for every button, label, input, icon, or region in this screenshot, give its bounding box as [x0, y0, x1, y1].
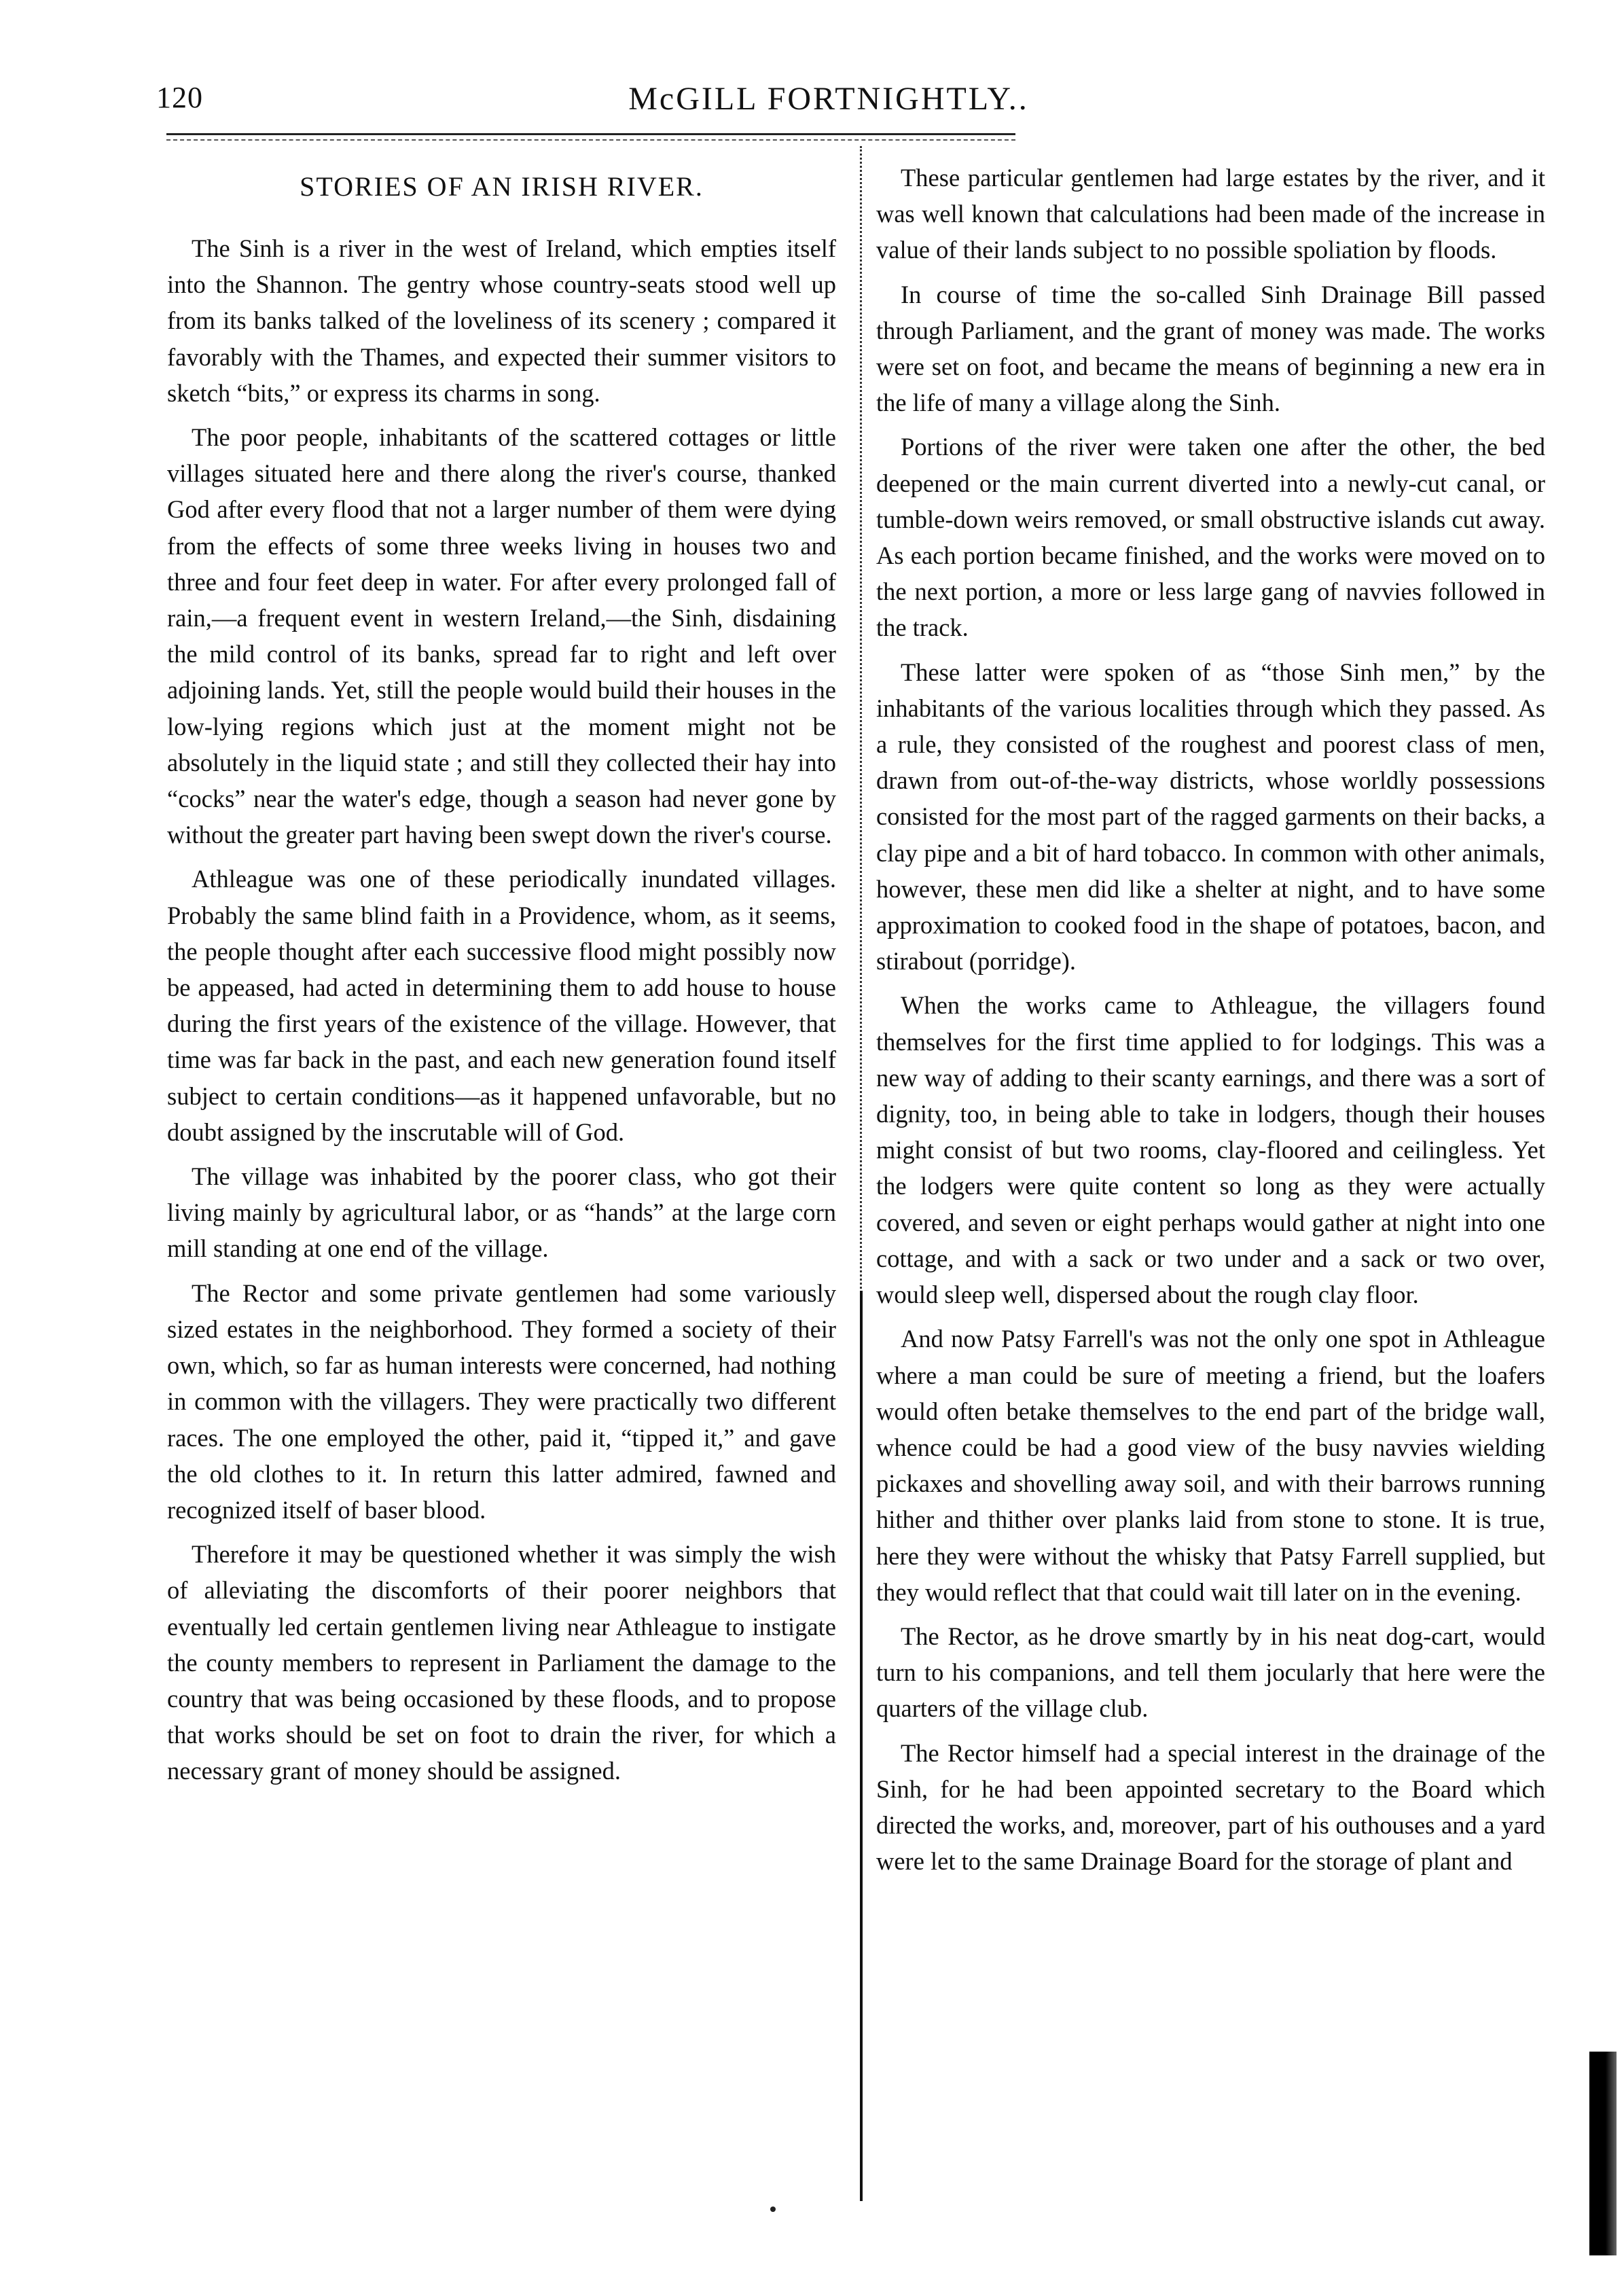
- header-rule: [166, 133, 1015, 141]
- binding-edge-mark: [1589, 2052, 1617, 2255]
- page-header: [156, 80, 1501, 121]
- paragraph: The Sinh is a river in the west of Ireland, which empties itself into the Shannon. The gentry whose country-seats stood well up from its banks talked of the loveliness of its scenery ; compared it favorably with the Thames, and expected their summer visitors to sketch “bits,” or express its charms in song.: [167, 234, 836, 407]
- paragraph: When the works came to Athleague, the villagers found themselves for the first time applied to for lodgings. This was a new way of adding to their scanty earnings, and there was a sort of dignity, too, in being able to take in lodgers, though their houses might consist of but two rooms, clay-floored and ceilingless. Yet the lodgers were quite content so long as they were actually covered, and seven or eight perhaps would gather at night into one cottage, and with a sack or two under and a sack or two over, would sleep well, dispersed about the rough clay floor.: [876, 991, 1545, 1309]
- paragraph: Athleague was one of these periodically inundated villages. Probably the same blind faith in a Providence, whom, as it seems, the people thought after each successive flood might possibly now be appeased, had acted in determining them to add house to house during the first years of the existence of the village. However, that time was far back in the past, and each new generation found itself subject to certain conditions—as it happened unfavorable, but no doubt assigned by the inscrutable will of God.: [167, 865, 836, 1146]
- article-title: STORIES OF AN IRISH RIVER.: [300, 171, 704, 202]
- paragraph: The poor people, inhabitants of the scattered cottages or little villages situated here and there along the river's course, thanked God after every flood that not a larger number of them were dying from the effects of some three weeks living in houses two and three and four feet deep in water. For after every prolonged fall of rain,—a frequent event in western Ireland,—the Sinh, disdaining the mild control of its banks, spread far to right and left over adjoining lands. Yet, still the people would build their houses in the low-lying regions which just at the moment might not be absolutely in the liquid state ; and still they collected their hay into “cocks” near the water's edge, though a season had never gone by without the greater part having been swept down the river's course.: [167, 423, 836, 849]
- paragraph: Portions of the river were taken one after the other, the bed deepened or the main current diverted into a newly-cut canal, or tumble-down weirs removed, or small obstructive islands cut away. As each portion became finished, and the works were moved on to the next portion, a more or less large gang of navvies followed in the track.: [876, 433, 1545, 642]
- left-column: [167, 160, 836, 1798]
- paragraph: These particular gentlemen had large estates by the river, and it was well known that calculations had been made of the increase in value of their lands subject to no possible spoliation by floods.: [876, 164, 1545, 264]
- paragraph: And now Patsy Farrell's was not the only one spot in Athleague where a man could be sure of meeting a friend, but the loafers would often betake themselves to the end part of the bridge wall, whence could be had a good view of the busy navvies wielding pickaxes and shovelling away soil, and with their barrows running hither and thither over planks laid from stone to stone. It is true, here they were without the whisky that Patsy Farrell supplied, but they would reflect that that could wait till later on in the evening.: [876, 1325, 1545, 1606]
- paragraph: The Rector, as he drove smartly by in his neat dog-cart, would turn to his companions, and tell them jocularly that here were the quarters of the village club.: [876, 1622, 1545, 1723]
- page-number: 120: [156, 81, 203, 114]
- right-column: [876, 160, 1545, 1887]
- paragraph: The Rector himself had a special interest in the drainage of the Sinh, for he had been appointed secretary to the Board which directed the works, and, moreover, part of his outhouses and a yard were let to the same Drainage Board for the storage of plant and: [876, 1738, 1545, 1876]
- print-dot: [770, 2207, 776, 2212]
- running-title: McGILL FORTNIGHTLY..: [628, 81, 1029, 117]
- paragraph: Therefore it may be questioned whether it was simply the wish of alleviating the discomforts of their poorer neighbors that eventually led certain gentlemen living near Athleague to instigate the county members to represent in Parliament the damage to the country that was being occasioned by these floods, and to propose that works should be set on foot to drain the river, for which a necessary grant of money should be assigned.: [167, 1540, 836, 1785]
- paragraph: The village was inhabited by the poorer class, who got their living mainly by agricultural labor, or as “hands” at the large corn mill standing at one end of the village.: [167, 1162, 836, 1263]
- paragraph: These latter were spoken of as “those Sinh men,” by the inhabitants of the various localities through which they passed. As a rule, they consisted of the roughest and poorest class of men, drawn from out-of-the-way districts, whose worldly possessions consisted for the most part of the ragged garments on their backs, a clay pipe and a bit of hard tobacco. In common with other animals, however, these men did like a shelter at night, and to have some approximation to cooked food in the shape of potatoes, bacon, and stirabout (porridge).: [876, 658, 1545, 976]
- paragraph: In course of time the so-called Sinh Drainage Bill passed through Parliament, and the grant of money was made. The works were set on foot, and became the means of beginning a new era in the life of many a village along the Sinh.: [876, 280, 1545, 417]
- column-divider-solid: [860, 1291, 863, 2201]
- paragraph: The Rector and some private gentlemen had some variously sized estates in the neighborhood. They formed a society of their own, which, so far as human interests were concerned, had nothing in common with the villagers. They were practically two different races. The one employed the other, paid it, “tipped it,” and gave the old clothes to it. In return this latter admired, fawned and recognized itself of baser blood.: [167, 1279, 836, 1524]
